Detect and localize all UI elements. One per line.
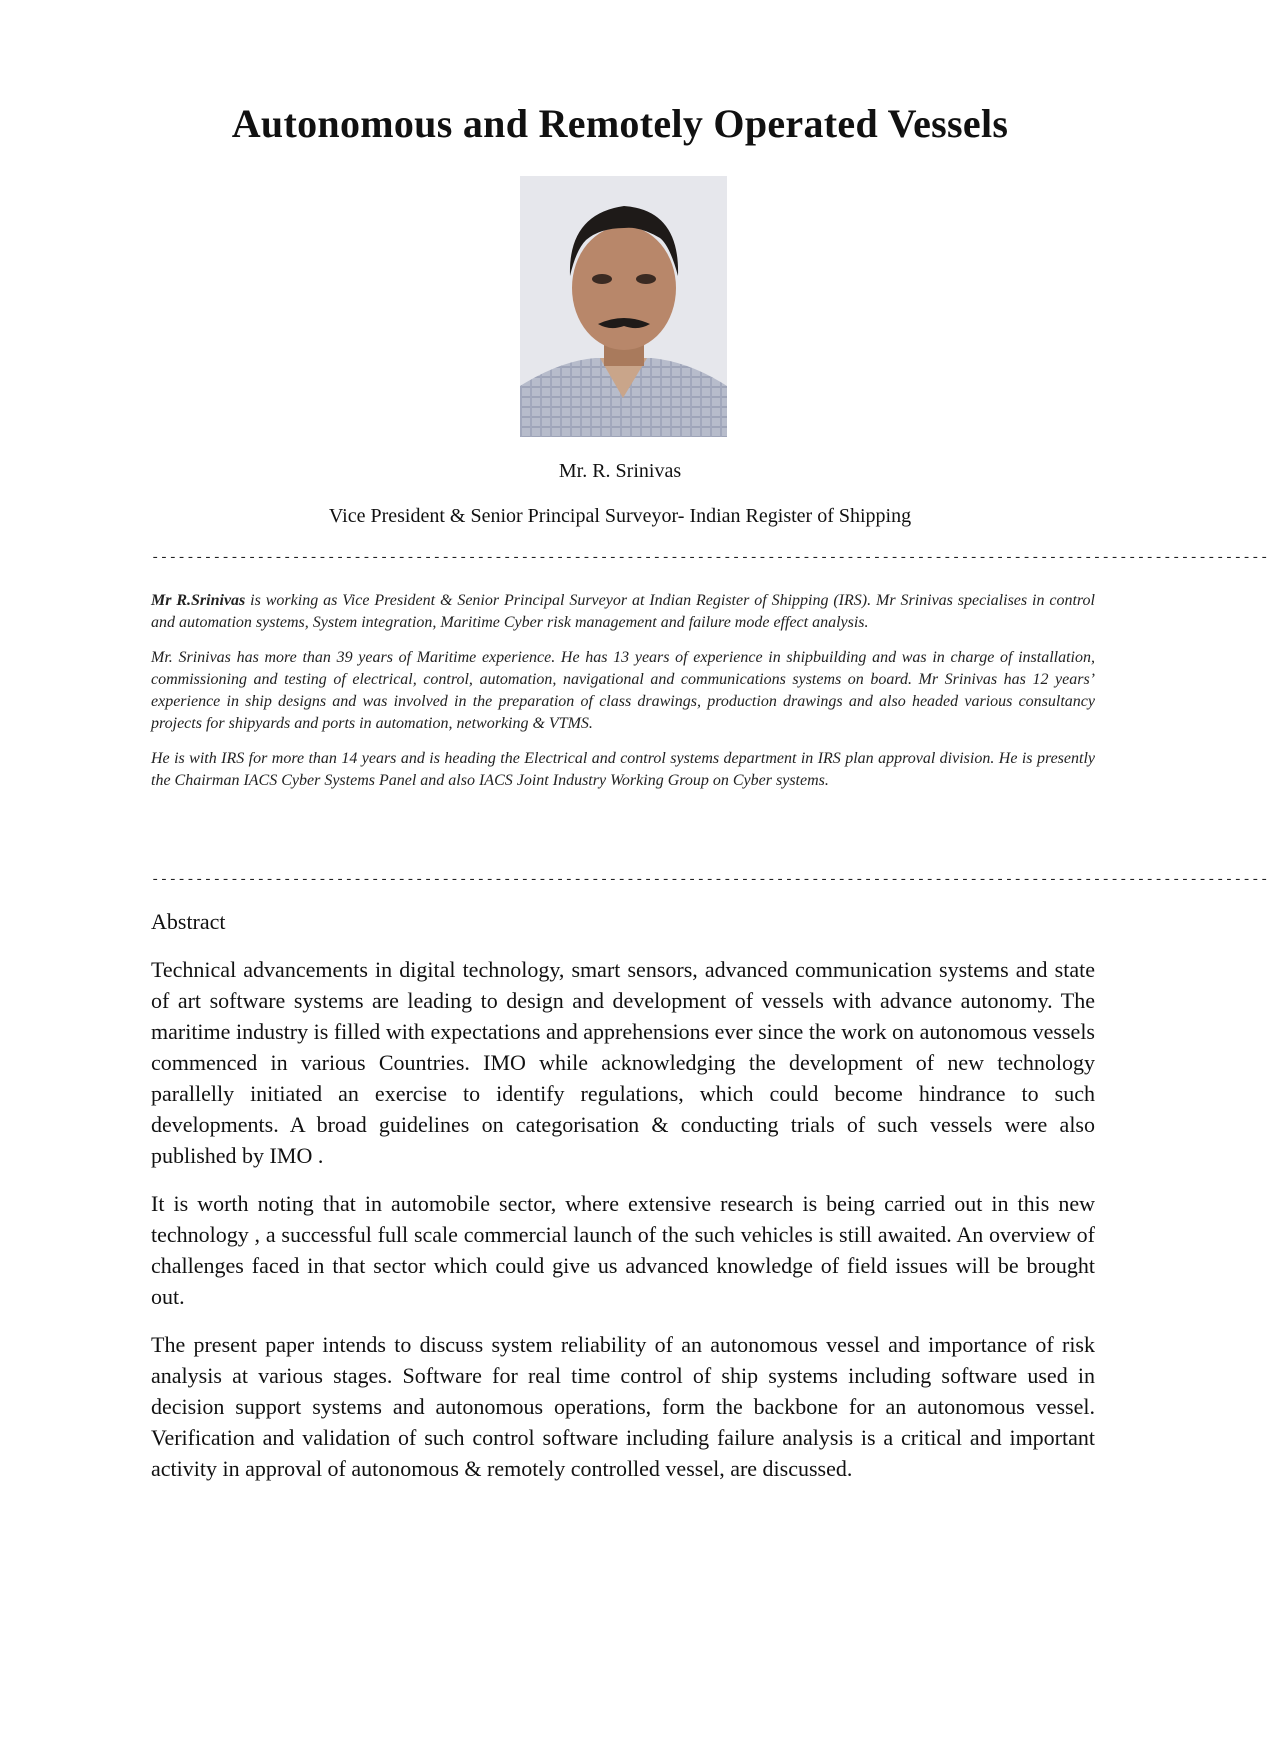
abstract-paragraph: It is worth noting that in automobile sector, where extensive research is being carried out in this new technology , a successful full scale commercial launch of the such vehicles is still awaited. An overview of challenges faced in that sector which could give us advanced knowledge of field issues will be brought out. [151,1191,1095,1309]
divider-bottom: ------------------------------------------------------------------------------------------------------------------------------- [151,872,1269,888]
bio-text: is working as Vice President & Senior Principal Surveyor at Indian Register of Shipping (IRS). Mr Srinivas specialises in control and automation systems, System integration, Maritime Cyber risk management and failure mode effect analysis. [151,592,1095,631]
author-name: Mr. R. Srinivas [558,460,682,482]
abstract-body [151,954,1095,1501]
abstract-heading: Abstract [151,909,226,934]
abstract-paragraph: Technical advancements in digital technology, smart sensors, advanced communication systems and state of art software systems are leading to design and development of vessels with advance autonomy. The maritime industry is filled with expectations and apprehensions ever since the work on autonomous vessels commenced in various Countries. IMO while acknowledging the development of new technology parallelly initiated an exercise to identify regulations, which could become hindrance to such developments. A broad guidelines on categorisation & conducting trials of such vessels were also published by IMO . [151,957,1095,1168]
bio-paragraph [151,590,1095,634]
bio-paragraph: Mr. Srinivas has more than 39 years of Maritime experience. He has 13 years of experience in shipbuilding and was in charge of installation, commissioning and testing of electrical, control, automation, navigational and communications systems on board. Mr Srinivas has 12 years’ experience in ship designs and was involved in the preparation of class drawings, production drawings and also headed various consultancy projects for shipyards and ports in automation, networking & VTMS. [151,649,1095,732]
paper-title: Autonomous and Remotely Operated Vessels [231,101,1009,146]
author-bio [151,590,1095,805]
portrait-image [520,176,727,437]
author-portrait [520,176,727,437]
author-role: Vice President & Senior Principal Surveyor- Indian Register of Shipping [328,505,912,527]
abstract-paragraph: The present paper intends to discuss system reliability of an autonomous vessel and importance of risk analysis at various stages. Software for real time control of ship systems including software used in decision support systems and autonomous operations, form the backbone for an autonomous vessel. Verification and validation of such control software including failure analysis is a critical and important activity in approval of autonomous & remotely controlled vessel, are discussed. [151,1332,1095,1481]
bio-author-name: Mr R.Srinivas [151,592,246,609]
divider-top: ------------------------------------------------------------------------------------------------------------------------------- [151,550,1269,566]
bio-paragraph: He is with IRS for more than 14 years and is heading the Electrical and control systems department in IRS plan approval division. He is presently the Chairman IACS Cyber Systems Panel and also IACS Joint Industry Working Group on Cyber systems. [151,750,1095,789]
